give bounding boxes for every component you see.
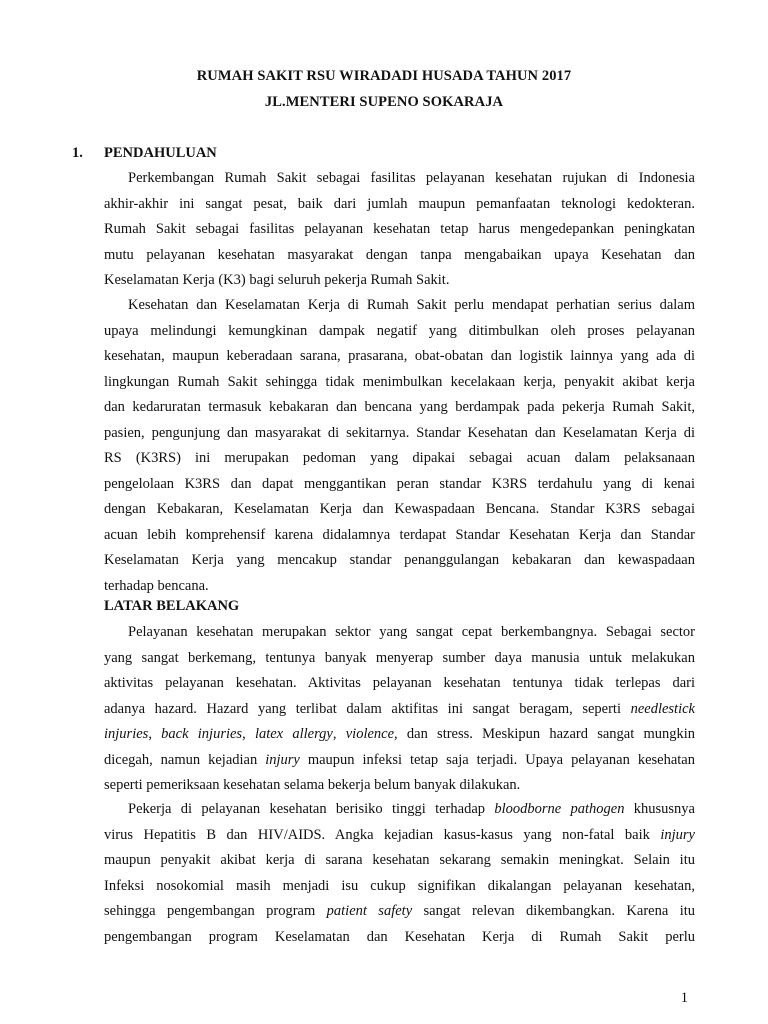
- paragraph-line: dan kedaruratan termasuk kebakaran dan bencana yang berdampak pada pekerja Rumah Sakit,: [104, 399, 695, 415]
- text-run: dicegah, namun kejadian: [104, 751, 266, 768]
- paragraph-line: aktivitas pelayanan kesehatan. Aktivitas pelayanan kesehatan tentunya tidak terlepas dari: [104, 675, 695, 691]
- paragraph-line: seperti pemeriksaan kesehatan selama bekerja belum banyak dilakukan.: [104, 777, 521, 793]
- paragraph-line: akhir-akhir ini sangat pesat, baik dari jumlah maupun pemanfaatan teknologi kedokteran.: [104, 195, 695, 212]
- paragraph-line: kesehatan, maupun keberadaan sarana, prasarana, obat-obatan dan logistik lainnya yang ada di: [104, 348, 695, 364]
- text-run: adanya hazard. Hazard yang terlibat dalam aktifitas ini sangat beragam, seperti: [104, 700, 631, 717]
- document-subtitle-address: JL.MENTERI SUPENO SOKARAJA: [264, 94, 504, 110]
- paragraph-line: Keselamatan Kerja yang mencakup standar penanggulangan kebakaran dan kewaspadaan: [104, 552, 695, 568]
- text-run: Pekerja di pelayanan kesehatan berisiko tinggi terhadap: [128, 801, 495, 817]
- paragraph-latar-belakang-1: [104, 620, 695, 799]
- paragraph-line: terhadap bencana.: [104, 577, 209, 594]
- paragraph-line: lingkungan Rumah Sakit sehingga tidak menimbulkan kecelakaan kerja, penyakit akibat kerja: [104, 373, 695, 390]
- text-run: sangat relevan dikembangkan. Karena itu: [412, 903, 695, 919]
- italic-term: patient safety: [326, 903, 413, 919]
- section-number: 1.: [72, 145, 83, 161]
- paragraph-latar-belakang-2: [104, 797, 695, 950]
- paragraph-pendahuluan-2: [104, 293, 695, 599]
- paragraph-line: [104, 823, 695, 849]
- paragraph-line: mutu pelayanan kesehatan masyarakat dengan tanpa mengabaikan upaya Kesehatan dan: [104, 246, 695, 263]
- paragraph-line: [104, 722, 695, 748]
- text-run: ,: [148, 726, 162, 742]
- paragraph-line: Pelayanan kesehatan merupakan sektor yang sangat cepat berkembangnya. Sebagai sector: [128, 624, 695, 640]
- paragraph-pendahuluan-1: [104, 166, 695, 294]
- paragraph-line: [104, 899, 695, 925]
- document-title: RUMAH SAKIT RSU WIRADADI HUSADA TAHUN 2017: [196, 68, 572, 84]
- italic-term: violence: [345, 726, 395, 742]
- paragraph-line: Infeksi nosokomial masih menjadi isu cukup signifikan dikalangan pelayanan kesehatan,: [104, 877, 695, 894]
- section-heading-latar-belakang: LATAR BELAKANG: [104, 598, 240, 614]
- paragraph-line: [104, 697, 695, 723]
- text-run: ,: [332, 726, 346, 742]
- italic-term: back injuries: [161, 726, 243, 742]
- paragraph-line: [104, 748, 695, 774]
- paragraph-line: maupun penyakit akibat kerja di sarana kesehatan sekarang semakin meningkat. Selain itu: [104, 852, 695, 868]
- paragraph-line: yang sangat berkemang, tentunya banyak menyerap sumber daya manusia untuk melakukan: [104, 649, 695, 666]
- paragraph-line: Kesehatan dan Keselamatan Kerja di Rumah Sakit perlu mendapat perhatian serius dalam: [128, 297, 695, 313]
- italic-term: needlestick: [630, 700, 695, 717]
- text-run: maupun infeksi tetap saja terjadi. Upaya pelayanan kesehatan: [299, 751, 695, 768]
- paragraph-line: [104, 797, 695, 823]
- italic-term: latex allergy: [254, 726, 333, 742]
- section-heading-pendahuluan: PENDAHULUAN: [104, 145, 217, 161]
- text-run: sehingga pengembangan program: [104, 903, 327, 919]
- paragraph-line: acuan lebih komprehensif karena didalamnya terdapat Standar Kesehatan Kerja dan Standar: [104, 526, 695, 543]
- paragraph-line: Rumah Sakit sebagai fasilitas pelayanan kesehatan tetap harus mengedepankan peningkatan: [104, 221, 695, 237]
- paragraph-line: pengembangan program Keselamatan dan Kesehatan Kerja di Rumah Sakit perlu: [104, 928, 695, 945]
- italic-term: bloodborne pathogen: [494, 801, 625, 817]
- paragraph-line: dengan Kebakaran, Keselamatan Kerja dan Kewaspadaan Bencana. Standar K3RS sebagai: [104, 501, 695, 517]
- paragraph-line: pengelolaan K3RS dan dapat menggantikan peran standar K3RS terdahulu yang di kenai: [104, 475, 695, 492]
- italic-term: injury: [265, 751, 300, 768]
- paragraph-line: Keselamatan Kerja (K3) bagi seluruh pekerja Rumah Sakit.: [104, 272, 450, 288]
- text-run: , dan stress. Meskipun hazard sangat mungkin: [394, 726, 696, 742]
- text-run: ,: [242, 726, 255, 742]
- paragraph-line: RS (K3RS) ini merupakan pedoman yang dipakai sebagai acuan dalam pelaksanaan: [104, 450, 695, 466]
- page-number: 1: [680, 990, 688, 1006]
- text-run: khususnya: [624, 801, 695, 817]
- text-run: virus Hepatitis B dan HIV/AIDS. Angka kejadian kasus-kasus yang non-fatal baik: [104, 826, 661, 843]
- paragraph-line: upaya melindungi kemungkinan dampak negatif yang ditimbulkan oleh proses pelayanan: [104, 322, 695, 339]
- italic-term: injuries: [104, 726, 149, 742]
- italic-term: injury: [660, 826, 695, 843]
- paragraph-line: pasien, pengunjung dan masyarakat di sekitarnya. Standar Kesehatan dan Keselamatan Kerja di: [104, 424, 695, 441]
- paragraph-line: Perkembangan Rumah Sakit sebagai fasilitas pelayanan kesehatan rujukan di Indonesia: [128, 170, 695, 186]
